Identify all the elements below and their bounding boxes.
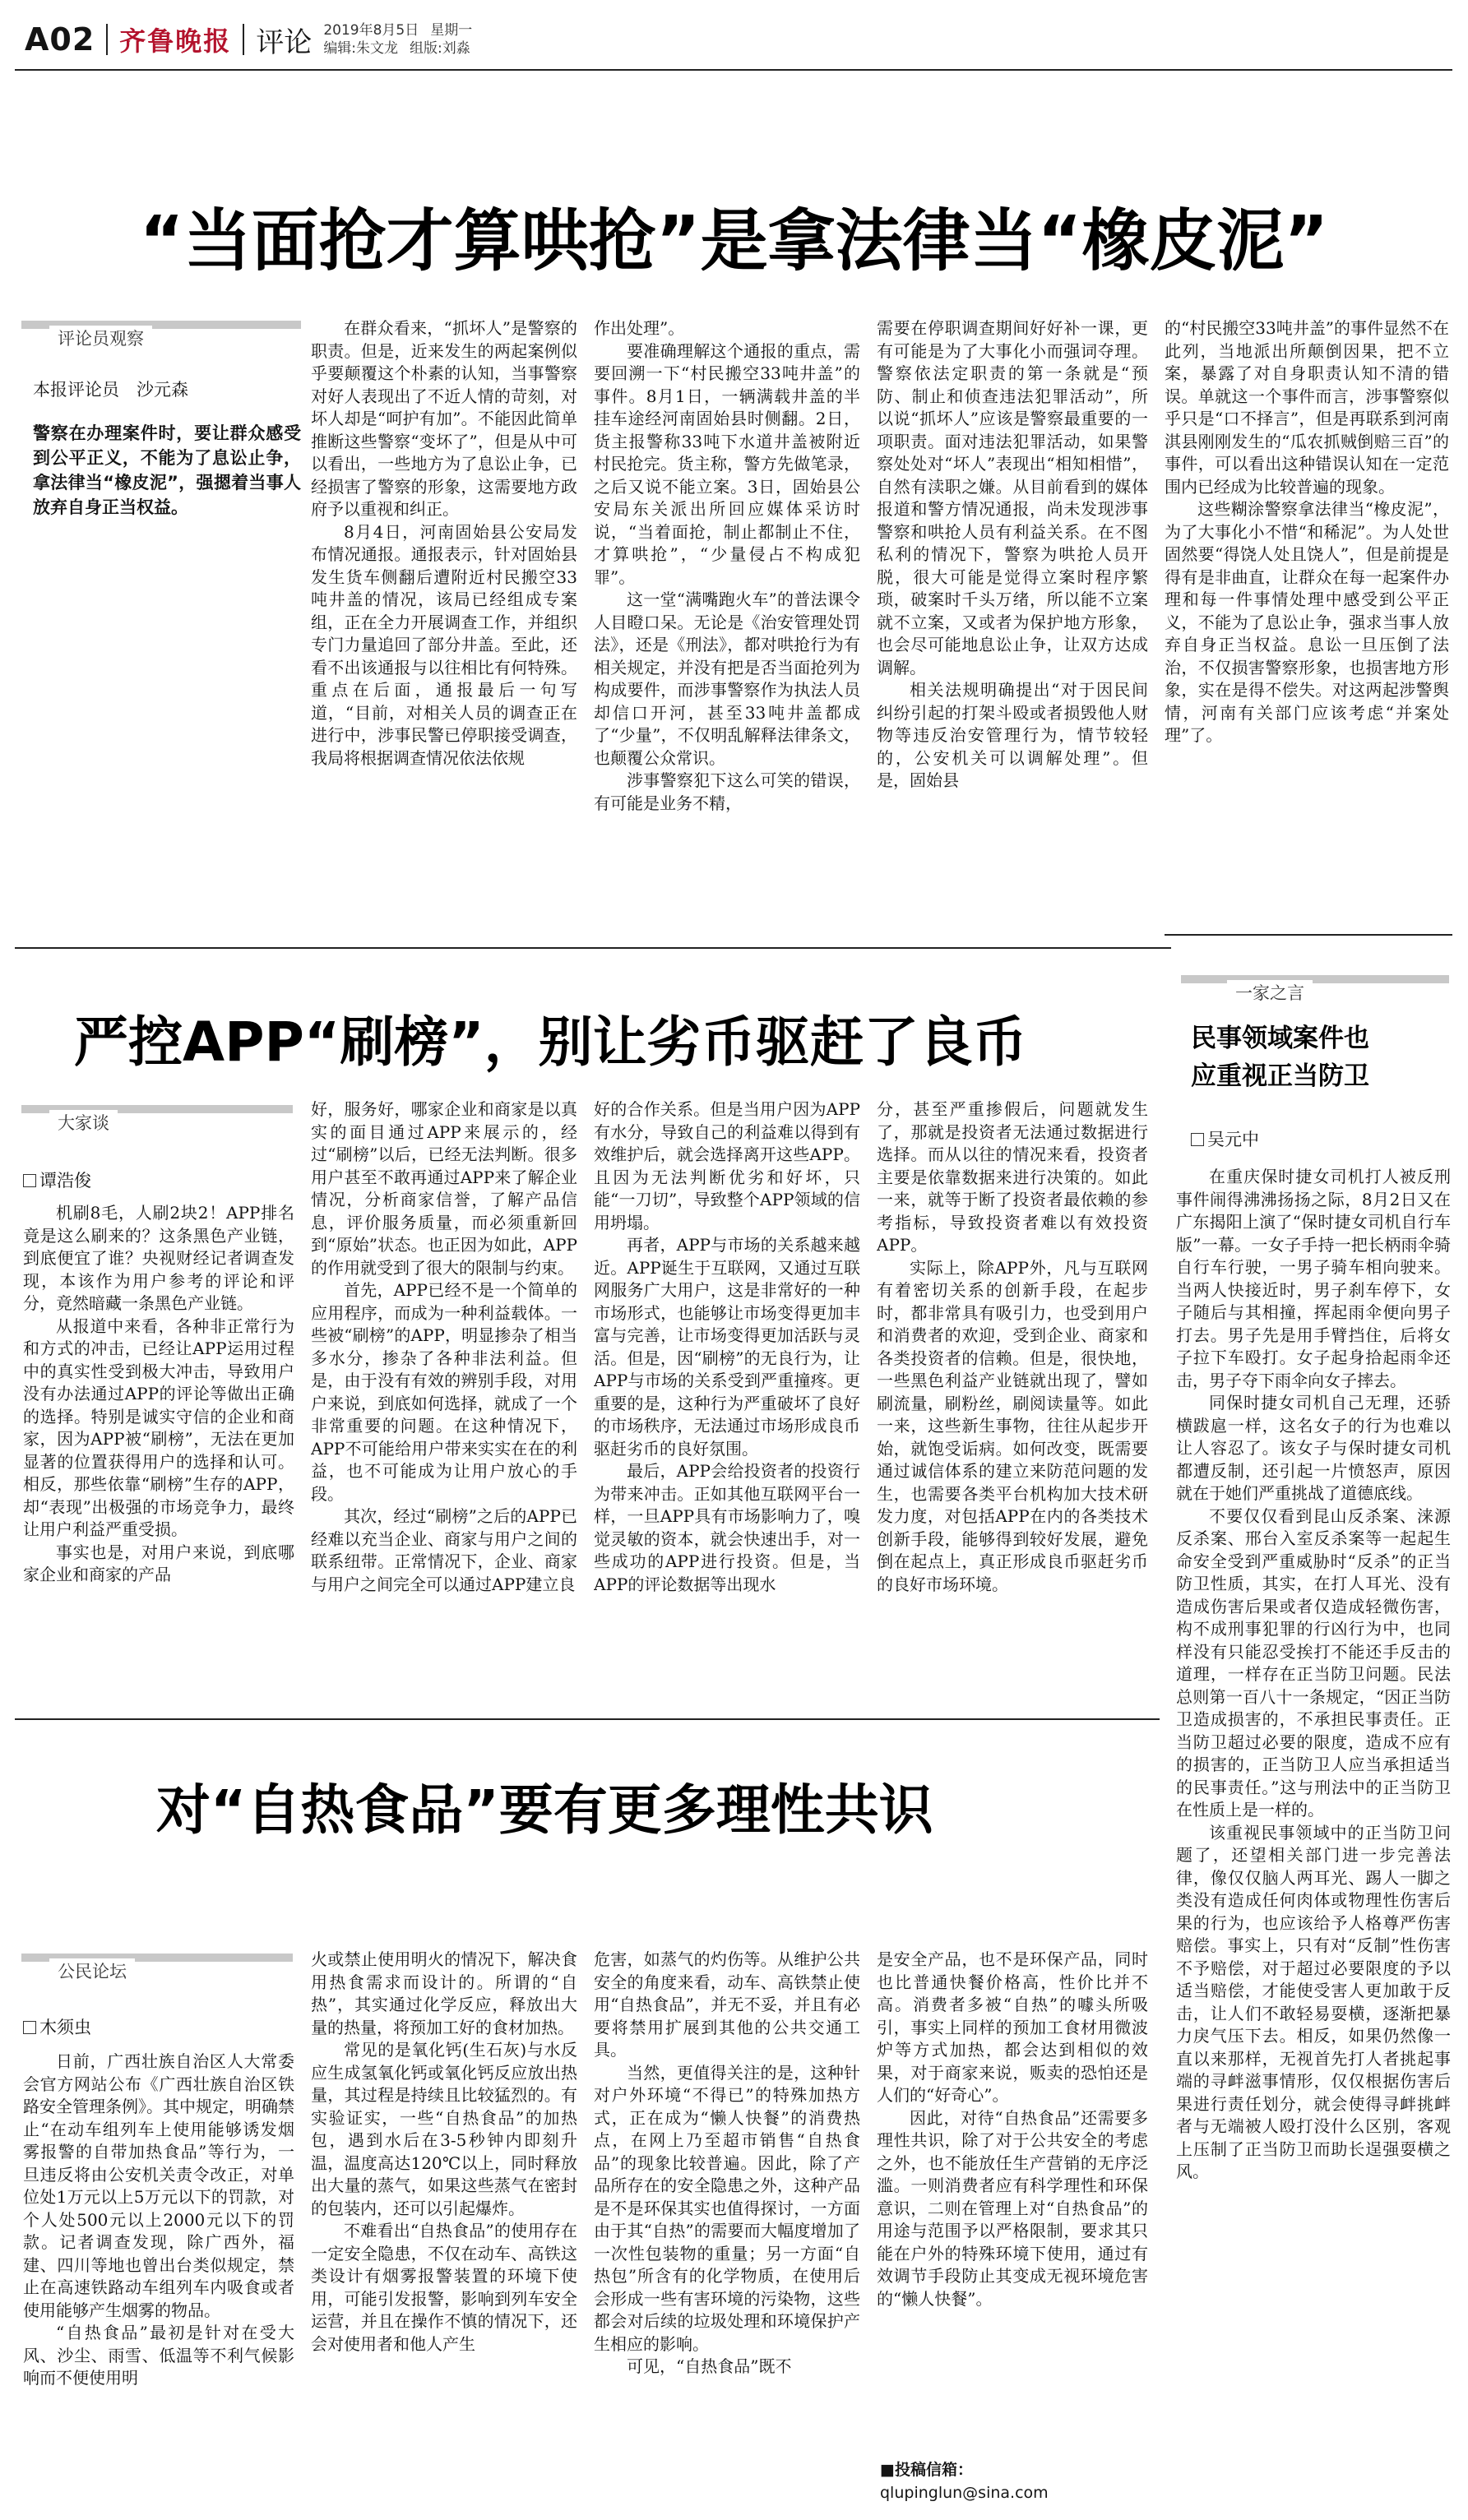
article2-byline (23, 1168, 91, 1192)
author-name: 木须虫 (39, 2018, 91, 2037)
paragraph: 需要在停职调查期间好好补一课，更有可能是为了大事化小而强词夺理。警察依法定职责的第一条就是“预防、制止和侦查违法犯罪活动”，所以说“抓坏人”应该是警察最重要的一项职责。面对违法犯罪活动，如果警察处处对“坏人”表现出“相知相惜”，自然有渎职之嫌。从目前看到的媒体报道和警方情况通报，尚未发现涉事警察和哄抢人员有利益关系。在不图私利的情况下，警察为哄抢人员开脱，很大可能是觉得立案时程序繁琐，破案时千头万绪，所以能不立案就不立案，又或者为保护地方形象，也会尽可能地息讼止争，让双方达成调解。 (877, 318, 1148, 677)
paragraph: 涉事警察犯下这么可笑的错误，有可能是业务不精， (594, 770, 860, 813)
article1-col-3 (877, 317, 1148, 932)
column-label-bar (1181, 975, 1449, 983)
paragraph: 因此，对待“自热食品”还需要多理性共识，除了对于公共安全的考虑之外，也不能放任生产营销的无序泛滥。一则消费者应有科学理性和环保意识，二则在管理上对“自热食品”的用途与范围予以严格限制，要求其只能在户外的特殊环境下使用，通过有效调节手段防止其变成无视环境危害的“懒人快餐”。 (877, 2107, 1148, 2309)
section-rule (15, 1718, 1160, 1720)
editor-credit: 编辑:朱文龙 (323, 40, 399, 57)
paragraph: 再者，APP与市场的关系越来越近。APP诞生于互联网，又通过互联网服务广大用户，这是非常好的一种市场形式，也能够让市场变得更加丰富与完善，让市场变得更加活跃与灵活。但是，因“刷榜”的无良行为，让APP与市场的关系受到严重撞疼。更重要的是，这种行为严重破坏了良好的市场秩序，无法通过市场形成良币驱赶劣币的良好氛围。 (594, 1235, 860, 1459)
headline-line: 民事领域案件也 (1191, 1024, 1369, 1053)
paragraph: 机刷8毛，人刷2块2！APP排名竟是这么刷来的？这条黑色产业链，到底便宜了谁？央视财经记者调查发现，本该作为用户参考的评论和评分，竟然暗藏一条黑色产业链。 (23, 1203, 294, 1313)
paragraph: 要准确理解这个通报的重点，需要回溯一下“村民搬空33吨井盖”的事件。8月1日，一辆满载井盖的半挂车途经河南固始县时侧翻。2日，货主报警称33吨下水道井盖被附近村民抢完。货主称，警方先做笔录，之后又说不能立案。3日，固始县公安局东关派出所回应媒体采访时说，“当着面抢，制止都制止不住，才算哄抢”，“少量侵占不构成犯罪”。 (594, 340, 860, 587)
article3-col-2 (311, 1949, 577, 2511)
article3-column-label: 公民论坛 (49, 1958, 135, 1983)
article3-col-3 (594, 1949, 860, 2511)
masthead-meta (323, 21, 484, 58)
square-icon (23, 2021, 36, 2034)
square-icon (23, 1174, 36, 1187)
square-icon (1191, 1133, 1204, 1146)
paragraph: 不难看出“自热食品”的使用存在一定安全隐患，不仅在动车、高铁这类设计有烟雾报警装置的环境下使用，可能引发报警，影响到列车安全运营，并且在操作不慎的情况下，还会对使用者和他人产生 (311, 2221, 577, 2354)
newspaper-logo: 齐鲁晚报 (119, 25, 232, 57)
paragraph: 好的合作关系。但是当用户因为APP有水分，导致自己的利益难以得到有效维护后，就会选择离开这些APP。且因为无法判断优劣和好坏，只能“一刀切”，导致整个APP领域的信用坍塌。 (594, 1099, 860, 1232)
paragraph: 这一堂“满嘴跑火车”的普法课令人目瞪口呆。无论是《治安管理处罚法》，还是《刑法》，都对哄抢行为有相关规定，并没有把是否当面抢列为构成要件，而涉事警察作为执法人员却信口开河，甚至33吨井盖都成了“少量”，不仅明乱解释法律条文，也颠覆公众常识。 (594, 590, 860, 768)
paragraph: 是安全产品，也不是环保产品，同时也比普通快餐价格高，性价比并不高。消费者多被“自热”的噱头所吸引，事实上同样的预加工食材用微波炉等方式加热，都会达到相似的效果，对于商家来说，贩卖的恐怕还是人们的“好奇心”。 (877, 1949, 1148, 2105)
paragraph: 相关法规明确提出“对于因民间纠纷引起的打架斗殴或者损毁他人财物等违反治安管理行为，情节较轻的，公安机关可以调解处理”。但是，固始县 (877, 680, 1148, 790)
article1-col-1 (311, 317, 577, 932)
article2-headline: 严控APP“刷榜”，别让劣币驱赶了良币 (74, 1010, 1027, 1074)
paragraph: 常见的是氧化钙(生石灰)与水反应生成氢氧化钙或氧化钙反应放出热量，其过程是持续且比较猛烈的。有实验证实，一些“自热食品”的加热包，遇到水后在3-5秒钟内即刻升温，温度高达120℃以上，同时释放出大量的蒸气，如果这些蒸气在密封的包装内，还可以引起爆炸。 (311, 2040, 577, 2218)
paragraph: 该重视民事领域中的正当防卫问题了，还望相关部门进一步完善法律，像仅仅脑人两耳光、踢人一脚之类没有造成任何肉体或物理性伤害后果的行为，也应该给予人格尊严伤害赔偿。事实上，只有对“反制”性伤害不予赔偿，对于超过必要限度的予以适当赔偿，才能使受害人更加敢于反击，让人们不敢轻易耍横，逐渐把暴力戾气压下去。相反，如果仍然像一直以来那样，无视首先打人者挑起事端的寻衅滋事情形，仅仅根据伤害后果进行责任划分，就会使得寻衅挑衅者与无端被人殴打没什么区别，客观上压制了正当防卫而助长逞强耍横之风。 (1176, 1822, 1451, 2181)
section-rule (15, 947, 1171, 949)
sidebar-rule (1165, 934, 1452, 936)
author-name: 吴元中 (1207, 1130, 1259, 1149)
article1-col-4 (1165, 317, 1449, 909)
paragraph: 分，甚至严重掺假后，问题就发生了，那就是投资者无法通过数据进行选择。而从以往的情况来看，投资者主要是依靠数据来进行决策的。如此一来，就等于断了投资者最依赖的参考指标，导致投资者难以有效投资APP。 (877, 1099, 1148, 1255)
article1-byline: 本报评论员 沙元森 (33, 380, 188, 400)
paragraph: 危害，如蒸气的灼伤等。从维护公共安全的角度来看，动车、高铁禁止使用“自热食品”，并无不妥，并且有必要将禁用扩展到其他的公共交通工具。 (594, 1949, 860, 2060)
paragraph: 其次，经过“刷榜”之后的APP已经难以充当企业、商家与用户之间的联系纽带。正常情况下，企业、商家与用户之间完全可以通过APP建立良 (311, 1506, 577, 1594)
paragraph: “自热食品”最初是针对在受大风、沙尘、雨雪、低温等不利气候影响而不便使用明 (23, 2323, 294, 2388)
divider (243, 24, 244, 55)
article1-lead: 警察在办理案件时，要让群众感受到公平正义，不能为了息讼止争，拿法律当“橡皮泥”，强摁着当事人放弃自身正当权益。 (33, 423, 301, 517)
masthead-rule (15, 69, 1452, 71)
article3-headline: 对“自热食品”要有更多理性共识 (156, 1778, 933, 1842)
paragraph: 从报道中来看，各种非正常行为和方式的冲击，已经让APP运用过程中的真实性受到极大冲击，导致用户没有办法通过APP的评论等做出正确的选择。特别是诚实守信的企业和商家，因为APP被“刷榜”，无法在更加显著的位置获得用户的选择和认可。相反，那些依靠“刷榜”生存的APP，却“表现”出极强的市场竞争力，最终让用户利益严重受损。 (23, 1315, 294, 1539)
contribute-label: ■投稿信箱： (880, 2461, 973, 2479)
article1-column-label: 评论员观察 (49, 326, 152, 350)
paragraph: 日前，广西壮族自治区人大常委会官方网站公布《广西壮族自治区铁路安全管理条例》。其中规定，明确禁止“在动车组列车上使用能够诱发烟雾报警的自带加热食品”等行为，一旦违反将由公安机关责令改正，对单位处1万元以上5万元以下的罚款，对个人处500元以上2000元以下的罚款。记者调查发现，除广西外，福建、四川等地也曾出台类似规定，禁止在高速铁路动车组列车内吸食或者使用能够产生烟雾的物品。 (23, 2051, 294, 2320)
issue-date: 2019年8月5日 (323, 22, 419, 39)
contribute-box (880, 2458, 1049, 2504)
designer-credit: 组版:刘淼 (410, 40, 470, 57)
paragraph: 同保时捷女司机自己无理，还骄横跋扈一样，这名女子的行为也难以让人容忍了。该女子与保时捷女司机都遭反制，还引起一片愤怒声，原因就在于她们严重挑战了道德底线。 (1176, 1393, 1451, 1503)
paragraph: 首先，APP已经不是一个简单的应用程序，而成为一种利益载体。一些被“刷榜”的APP，明显掺杂了相当多水分，掺杂了各种非法利益。但是，由于没有有效的辨别手段，对用户来说，到底如何选择，就成了一个非常重要的问题。在这种情况下，APP不可能给用户带来实实在在的利益，也不可能成为让用户放心的手段。 (311, 1280, 577, 1504)
paragraph: 在重庆保时捷女司机打人被反刑事件闹得沸沸扬扬之际，8月2日又在广东揭阳上演了“保时捷女司机自行车版”一幕。一女子手持一把长柄雨伞骑自行车行驶，一男子骑车相向驶来。当两人快接近时，男子刹车停下，女子随后与其相撞，挥起雨伞便向男子打去。男子先是用手臂挡住，后将女子拉下车殴打。女子起身拾起雨伞还击，男子夺下雨伞向女子摔去。 (1176, 1167, 1451, 1390)
paragraph: 在群众看来，“抓坏人”是警察的职责。但是，近来发生的两起案例似乎要颠覆这个朴素的认知，当事警察对好人表现出了不近人情的苛刻，对坏人却是“呵护有加”。不能因此简单推断这些警察“变坏了”，但是从中可以看出，一些地方为了息讼止争，已经损害了警察的形象，这需要地方政府予以重视和纠正。 (311, 318, 577, 519)
section-name: 评论 (256, 25, 313, 59)
article4-byline (1191, 1126, 1259, 1151)
article2-column-label: 大家谈 (49, 1110, 118, 1135)
issue-weekday: 星期一 (430, 22, 473, 39)
article3-byline (23, 2014, 91, 2039)
paragraph: 可见，“自热食品”既不 (627, 2356, 792, 2376)
article2-col-2 (311, 1098, 577, 1699)
masthead (25, 18, 484, 61)
paragraph: 最后，APP会给投资者的投资行为带来冲击。正如其他互联网平台一样，一旦APP具有市场影响力了，嗅觉灵敏的资本，就会快速出手，对一些成功的APP进行投资。但是，当APP的评论数据等出现水 (594, 1461, 860, 1594)
article4-body (1176, 1166, 1451, 2506)
article2-col-1 (23, 1202, 294, 1699)
paragraph: 火或禁止使用明火的情况下，解决食用热食需求而设计的。所谓的“自热”，其实通过化学反应，释放出大量的热量，将预加工好的食材加热。 (311, 1949, 577, 2037)
paragraph: 事实也是，对用户来说，到底哪家企业和商家的产品 (23, 1542, 294, 1584)
paragraph: 的“村民搬空33吨井盖”的事件显然不在此列，当地派出所颠倒因果，把不立案，暴露了对自身职责认知不清的错误。单就这一个事件而言，涉事警察似乎只是“口不择言”，但是再联系到河南淇县刚刚发生的“瓜农抓贼倒赔三百”的事件，可以看出这种错误认知在一定范围内已经成为比较普遍的现象。 (1165, 318, 1449, 497)
article4-headline (1191, 1020, 1369, 1095)
divider (106, 24, 108, 55)
article1-col-2 (594, 317, 860, 932)
headline-line: 应重视正当防卫 (1191, 1061, 1369, 1091)
article3-col-1 (23, 2051, 294, 2511)
paragraph: 当然，更值得关注的是，这种针对户外环境“不得已”的特殊加热方式，正在成为“懒人快餐”的消费热点，在网上乃至超市销售“自热食品”的现象比较普遍。因此，除了产品所存在的安全隐患之外，这种产品是不是环保其实也值得探讨，一方面由于其“自热”的需要而大幅度增加了一次性包装物的重量；另一方面“自热包”所含有的化学物质，在使用后会形成一些有害环境的污染物，这些都会对后续的垃圾处理和环境保护产生相应的影响。 (594, 2062, 860, 2354)
paragraph: 作出处理”。 (594, 318, 685, 338)
paragraph: 好，服务好，哪家企业和商家是以真实的面目通过APP来展示的，经过“刷榜”以后，已经无法判断。很多用户甚至不敢再通过APP来了解企业情况，分析商家信誉，了解产品信息，评价服务质量，而必须重新回到“原始”状态。也正因为如此，APP的作用就受到了很大的限制与约束。 (311, 1099, 577, 1278)
paragraph: 8月4日，河南固始县公安局发布情况通报。通报表示，针对固始县发生货车侧翻后遭附近村民搬空33吨井盖的情况，该局已经组成专案组，正在全力开展调查工作，并组织专门力量追回了部分井盖。至此，还看不出该通报与以往相比有何特殊。重点在后面，通报最后一句写道，“目前，对相关人员的调查正在进行中，涉事民警已停职接受调查，我局将根据调查情况依法依规 (311, 521, 577, 768)
paragraph: 这些糊涂警察拿法律当“橡皮泥”，为了大事化小不惜“和稀泥”。为人处世固然要“得饶人处且饶人”，但是前提是得有是非曲直，让群众在每一起案件办理和每一件事情处理中感受到公平正义，不能为了息讼止争，强求当事人放弃自身正当权益。息讼一旦压倒了法治，不仅损害警察形象，也损害地方形象，实在是得不偿失。对这两起涉警舆情，河南有关部门应该考虑“并案处理”了。 (1165, 499, 1449, 745)
page-number: A02 (25, 21, 95, 58)
author-name: 谭浩俊 (39, 1171, 91, 1191)
paragraph: 实际上，除APP外，凡与互联网有着密切关系的创新手段，在起步时，都非常具有吸引力，也受到用户和消费者的欢迎，受到企业、商家和各类投资者的信赖。但是，很快地，一些黑色利益产业链就出现了，譬如刷流量，刷粉丝，刷阅读量等。如此一来，这些新生事物，往往从起步开始，就饱受诟病。如何改变，既需要通过诚信体系的建立来防范问题的发生，也需要各类平台机构加大技术研发力度，对包括APP在内的各类技术创新手段，能够得到较好发展，避免倒在起点上，真正形成良币驱赶劣币的良好市场环境。 (877, 1257, 1148, 1594)
contribute-email[interactable]: qlupinglun@sina.com (880, 2484, 1049, 2502)
article4-column-label: 一家之言 (1227, 980, 1313, 1005)
paragraph: 不要仅仅看到昆山反杀案、涞源反杀案、邢台入室反杀案等一起起生命安全受到严重威胁时“反杀”的正当防卫性质，其实，在打人耳光、没有造成伤害后果或者仅造成轻微伤害，构不成刑事犯罪的行凶行为中，也同样没有只能忍受挨打不能还手反击的道理，一样存在正当防卫问题。民法总则第一百八十一条规定，“因正当防卫造成损害的，不承担民事责任。正当防卫超过必要的限度，造成不应有的损害的，正当防卫人应当承担适当的民事责任。”这与刑法中的正当防卫在性质上是一样的。 (1176, 1505, 1451, 1819)
article2-col-3 (594, 1098, 860, 1699)
article2-col-4 (877, 1098, 1148, 1699)
article1-headline: “当面抢才算哄抢”是拿法律当“橡皮泥” (139, 202, 1329, 280)
article3-col-4 (877, 1949, 1148, 2442)
